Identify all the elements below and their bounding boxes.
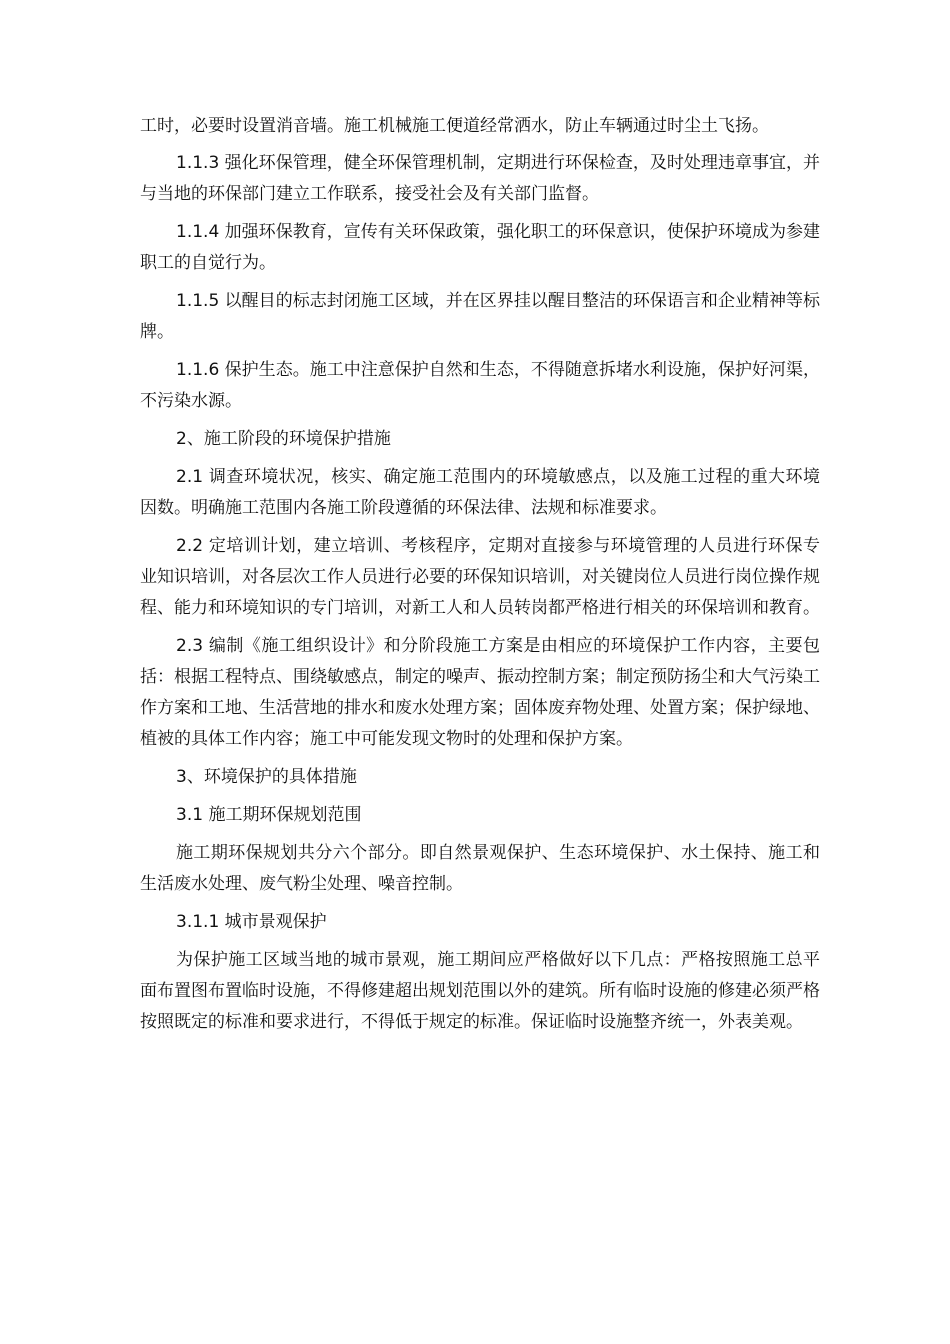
paragraph-1-1-3: 1.1.3 强化环保管理，健全环保管理机制，定期进行环保检查，及时处理违章事宜，并与当地的环保部门建立工作联系，接受社会及有关部门监督。 <box>140 153 820 204</box>
subsection-heading-3-1-1: 3.1.1 城市景观保护 <box>176 912 327 932</box>
paragraph-3-1-body: 施工期环保规划共分六个部分。即自然景观保护、生态环境保护、水土保持、施工和生活废水处理、废气粉尘处理、噪音控制。 <box>140 843 820 894</box>
subsection-heading-3-1: 3.1 施工期环保规划范围 <box>176 805 362 825</box>
paragraph-1-1-4: 1.1.4 加强环保教育，宣传有关环保政策，强化职工的环保意识，使保护环境成为参建职工的自觉行为。 <box>140 222 820 273</box>
paragraph-2-3: 2.3 编制《施工组织设计》和分阶段施工方案是由相应的环境保护工作内容，主要包括：根据工程特点、围绕敏感点，制定的噪声、振动控制方案；制定预防扬尘和大气污染工作方案和工地、生活营地的排水和废水处理方案；固体废弃物处理、处置方案；保护绿地、植被的具体工作内容；施工中可能发现文物时的处理和保护方案。 <box>140 636 820 749</box>
paragraph-2-1: 2.1 调查环境状况，核实、确定施工范围内的环境敏感点，以及施工过程的重大环境因数。明确施工范围内各施工阶段遵循的环保法律、法规和标准要求。 <box>140 467 820 518</box>
paragraph-1-1-6: 1.1.6 保护生态。施工中注意保护自然和生态，不得随意拆堵水利设施，保护好河渠，不污染水源。 <box>140 360 820 411</box>
paragraph-3-1-1-body: 为保护施工区域当地的城市景观，施工期间应严格做好以下几点：严格按照施工总平面布置图布置临时设施，不得修建超出规划范围以外的建筑。所有临时设施的修建必须严格按照既定的标准和要求进行，不得低于规定的标准。保证临时设施整齐统一，外表美观。 <box>140 950 820 1032</box>
section-heading-2: 2、施工阶段的环境保护措施 <box>176 429 391 449</box>
paragraph-2-2: 2.2 定培训计划，建立培训、考核程序，定期对直接参与环境管理的人员进行环保专业知识培训，对各层次工作人员进行必要的环保知识培训，对关键岗位人员进行岗位操作规程、能力和环境知识的专门培训，对新工人和人员转岗都严格进行相关的环保培训和教育。 <box>140 536 820 618</box>
document-body <box>140 111 820 1045</box>
paragraph-1-1-5: 1.1.5 以醒目的标志封闭施工区域，并在区界挂以醒目整洁的环保语言和企业精神等标牌。 <box>140 291 820 342</box>
paragraph-continuation: 工时，必要时设置消音墙。施工机械施工便道经常洒水，防止车辆通过时尘土飞扬。 <box>140 116 769 136</box>
section-heading-3: 3、环境保护的具体措施 <box>176 767 357 787</box>
